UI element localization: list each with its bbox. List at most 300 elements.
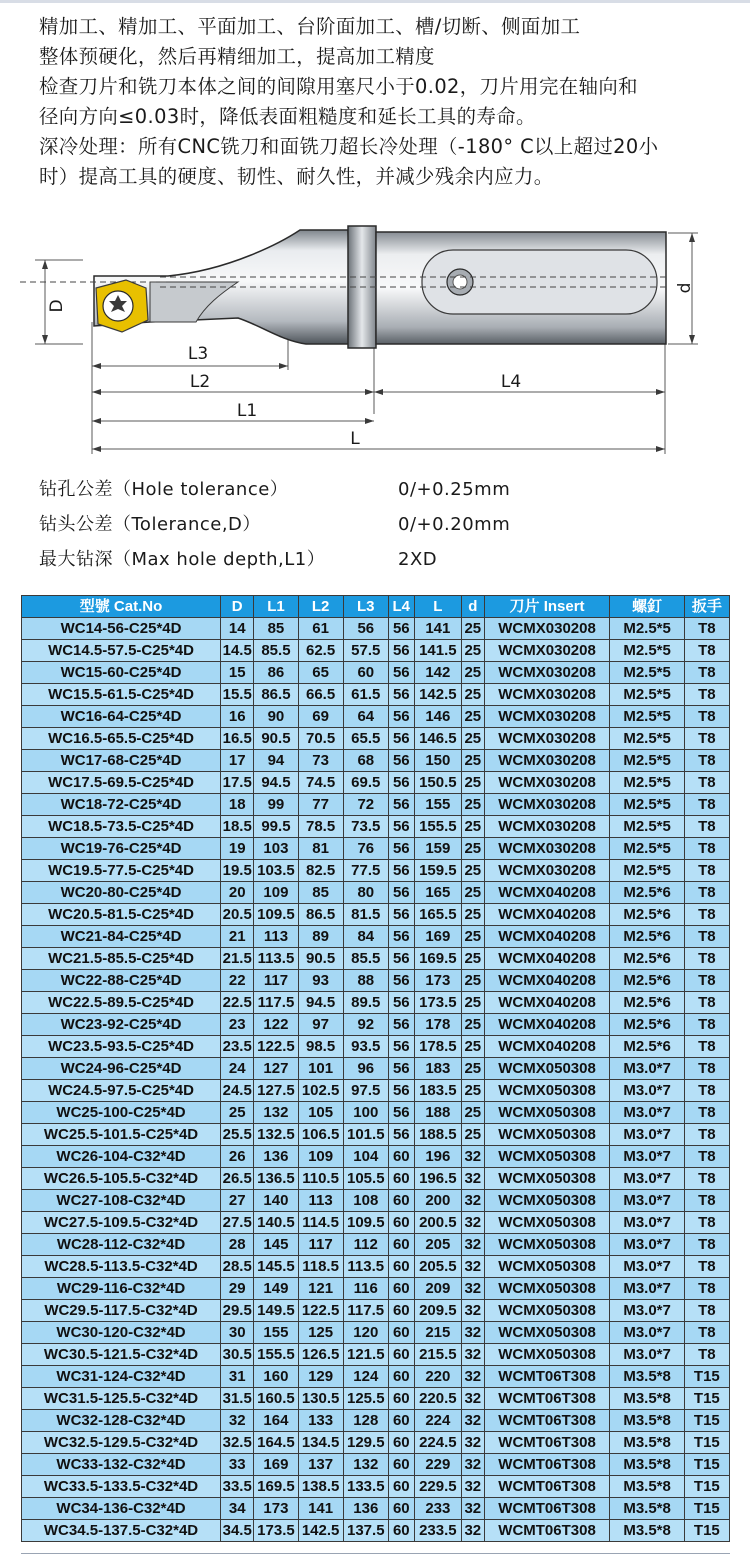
cell-L3: 57.5 <box>343 640 388 662</box>
cell-wrench: T8 <box>684 1256 729 1278</box>
cell-L4: 60 <box>388 1520 414 1542</box>
cell-L4: 60 <box>388 1388 414 1410</box>
cell-L3: 104 <box>343 1146 388 1168</box>
table-row <box>22 1476 730 1498</box>
cell-cat-no: WC20-80-C25*4D <box>22 882 221 904</box>
cell-L: 142 <box>414 662 461 684</box>
cell-L4: 56 <box>388 750 414 772</box>
cell-insert: WCMX050308 <box>484 1322 610 1344</box>
cell-cat-no: WC33-132-C32*4D <box>22 1454 221 1476</box>
cell-wrench: T8 <box>684 1146 729 1168</box>
cell-D: 27 <box>221 1190 254 1212</box>
table-row <box>22 1124 730 1146</box>
cell-L1: 160.5 <box>254 1388 298 1410</box>
cell-insert: WCMX050308 <box>484 1278 610 1300</box>
cell-insert: WCMX050308 <box>484 1146 610 1168</box>
cell-cat-no: WC26-104-C32*4D <box>22 1146 221 1168</box>
cell-L3: 108 <box>343 1190 388 1212</box>
cell-D: 19 <box>221 838 254 860</box>
cell-L: 209.5 <box>414 1300 461 1322</box>
cell-wrench: T8 <box>684 860 729 882</box>
cell-L2: 134.5 <box>298 1432 343 1454</box>
cell-wrench: T15 <box>684 1366 729 1388</box>
header-L3: L3 <box>343 596 388 618</box>
cell-screw: M3.0*7 <box>610 1102 684 1124</box>
cell-L2: 141 <box>298 1498 343 1520</box>
cell-insert: WCMX030208 <box>484 728 610 750</box>
cell-L3: 72 <box>343 794 388 816</box>
cell-insert: WCMX040208 <box>484 1014 610 1036</box>
header-d: d <box>462 596 485 618</box>
cell-screw: M2.5*6 <box>610 1036 684 1058</box>
cell-L4: 56 <box>388 882 414 904</box>
cell-L2: 93 <box>298 970 343 992</box>
cell-screw: M2.5*5 <box>610 706 684 728</box>
table-row <box>22 838 730 860</box>
cell-insert: WCMX050308 <box>484 1102 610 1124</box>
spec-value: 2XD <box>398 549 438 570</box>
table-row <box>22 1454 730 1476</box>
cell-D: 16.5 <box>221 728 254 750</box>
table-row <box>22 706 730 728</box>
cell-D: 29 <box>221 1278 254 1300</box>
cell-L4: 56 <box>388 1014 414 1036</box>
cell-L: 188.5 <box>414 1124 461 1146</box>
cell-L2: 86.5 <box>298 904 343 926</box>
cell-L4: 60 <box>388 1432 414 1454</box>
intro-paragraph <box>39 12 739 192</box>
cell-L1: 86.5 <box>254 684 298 706</box>
cell-L2: 62.5 <box>298 640 343 662</box>
table-row <box>22 882 730 904</box>
cell-L2: 110.5 <box>298 1168 343 1190</box>
cell-L4: 56 <box>388 1102 414 1124</box>
header-wrench: 扳手 <box>684 596 729 618</box>
cell-d: 32 <box>462 1366 485 1388</box>
cell-d: 32 <box>462 1190 485 1212</box>
cell-L3: 133.5 <box>343 1476 388 1498</box>
cell-cat-no: WC32.5-129.5-C32*4D <box>22 1432 221 1454</box>
cell-screw: M3.5*8 <box>610 1388 684 1410</box>
cell-D: 34.5 <box>221 1520 254 1542</box>
cell-cat-no: WC14.5-57.5-C25*4D <box>22 640 221 662</box>
cell-L2: 118.5 <box>298 1256 343 1278</box>
cell-L1: 155 <box>254 1322 298 1344</box>
cell-insert: WCMX040208 <box>484 992 610 1014</box>
cell-L2: 90.5 <box>298 948 343 970</box>
cell-L4: 56 <box>388 1058 414 1080</box>
intro-line: 精加工、精加工、平面加工、台阶面加工、槽/切断、侧面加工 <box>39 15 581 38</box>
cell-screw: M2.5*6 <box>610 970 684 992</box>
cell-L2: 74.5 <box>298 772 343 794</box>
cell-D: 15 <box>221 662 254 684</box>
cell-L1: 132.5 <box>254 1124 298 1146</box>
cell-d: 25 <box>462 662 485 684</box>
cell-screw: M3.0*7 <box>610 1124 684 1146</box>
cell-screw: M2.5*5 <box>610 618 684 640</box>
cell-d: 25 <box>462 1102 485 1124</box>
cell-wrench: T15 <box>684 1410 729 1432</box>
cell-screw: M3.0*7 <box>610 1190 684 1212</box>
cell-wrench: T15 <box>684 1454 729 1476</box>
cell-L1: 117 <box>254 970 298 992</box>
cell-L: 220 <box>414 1366 461 1388</box>
cell-L1: 164 <box>254 1410 298 1432</box>
cell-d: 25 <box>462 816 485 838</box>
cell-L1: 113.5 <box>254 948 298 970</box>
cell-L3: 132 <box>343 1454 388 1476</box>
cell-screw: M2.5*6 <box>610 1014 684 1036</box>
cell-L: 209 <box>414 1278 461 1300</box>
cell-screw: M3.5*8 <box>610 1410 684 1432</box>
cell-screw: M3.0*7 <box>610 1256 684 1278</box>
cell-d: 32 <box>462 1476 485 1498</box>
cell-insert: WCMX040208 <box>484 1036 610 1058</box>
intro-line: 时）提高工具的硬度、韧性、耐久性，并减少残余内应力。 <box>39 165 554 188</box>
cell-wrench: T8 <box>684 882 729 904</box>
cell-L4: 56 <box>388 772 414 794</box>
cell-d: 25 <box>462 1058 485 1080</box>
cell-D: 16 <box>221 706 254 728</box>
cell-L3: 93.5 <box>343 1036 388 1058</box>
cell-D: 24.5 <box>221 1080 254 1102</box>
label-L1: L1 <box>236 401 258 421</box>
cell-wrench: T8 <box>684 1124 729 1146</box>
cell-screw: M2.5*5 <box>610 728 684 750</box>
cell-D: 19.5 <box>221 860 254 882</box>
cell-L1: 140 <box>254 1190 298 1212</box>
cell-D: 23.5 <box>221 1036 254 1058</box>
cell-insert: WCMX040208 <box>484 970 610 992</box>
cell-L4: 60 <box>388 1322 414 1344</box>
cell-D: 26 <box>221 1146 254 1168</box>
cell-L: 215.5 <box>414 1344 461 1366</box>
cell-wrench: T8 <box>684 684 729 706</box>
cell-L4: 60 <box>388 1146 414 1168</box>
cell-screw: M3.0*7 <box>610 1058 684 1080</box>
cell-L: 150.5 <box>414 772 461 794</box>
cell-L1: 117.5 <box>254 992 298 1014</box>
cell-wrench: T8 <box>684 926 729 948</box>
cell-d: 25 <box>462 684 485 706</box>
cell-insert: WCMT06T308 <box>484 1410 610 1432</box>
cell-L3: 80 <box>343 882 388 904</box>
tool-dimension-drawing <box>0 222 750 467</box>
cell-L3: 100 <box>343 1102 388 1124</box>
cell-L1: 90 <box>254 706 298 728</box>
cell-L: 183.5 <box>414 1080 461 1102</box>
cell-L4: 56 <box>388 640 414 662</box>
cell-L2: 138.5 <box>298 1476 343 1498</box>
cell-L2: 129 <box>298 1366 343 1388</box>
cell-L2: 98.5 <box>298 1036 343 1058</box>
cell-cat-no: WC25-100-C25*4D <box>22 1102 221 1124</box>
table-row <box>22 640 730 662</box>
cell-d: 25 <box>462 1080 485 1102</box>
cell-L: 169 <box>414 926 461 948</box>
cell-insert: WCMX030208 <box>484 816 610 838</box>
top-divider <box>0 0 750 3</box>
cell-wrench: T8 <box>684 1190 729 1212</box>
table-row <box>22 1036 730 1058</box>
cell-L1: 127.5 <box>254 1080 298 1102</box>
cell-L2: 105 <box>298 1102 343 1124</box>
cell-cat-no: WC17-68-C25*4D <box>22 750 221 772</box>
cell-L3: 124 <box>343 1366 388 1388</box>
cell-L: 146.5 <box>414 728 461 750</box>
table-row <box>22 728 730 750</box>
cell-wrench: T8 <box>684 706 729 728</box>
cell-L: 141 <box>414 618 461 640</box>
header-L4: L4 <box>388 596 414 618</box>
cell-L3: 97.5 <box>343 1080 388 1102</box>
cell-wrench: T15 <box>684 1476 729 1498</box>
table-row <box>22 750 730 772</box>
table-row <box>22 772 730 794</box>
cell-L: 200.5 <box>414 1212 461 1234</box>
cell-wrench: T8 <box>684 1080 729 1102</box>
cell-L1: 103.5 <box>254 860 298 882</box>
cell-L4: 60 <box>388 1190 414 1212</box>
cell-L3: 120 <box>343 1322 388 1344</box>
cell-D: 31.5 <box>221 1388 254 1410</box>
cell-L4: 56 <box>388 838 414 860</box>
cell-L1: 136 <box>254 1146 298 1168</box>
table-row <box>22 904 730 926</box>
cell-cat-no: WC19-76-C25*4D <box>22 838 221 860</box>
cell-L1: 149.5 <box>254 1300 298 1322</box>
cell-insert: WCMX050308 <box>484 1256 610 1278</box>
cell-L: 183 <box>414 1058 461 1080</box>
cell-L: 142.5 <box>414 684 461 706</box>
cell-insert: WCMX030208 <box>484 838 610 860</box>
table-row <box>22 1278 730 1300</box>
cell-L4: 56 <box>388 970 414 992</box>
cell-L: 233 <box>414 1498 461 1520</box>
spec-table <box>21 595 730 1542</box>
table-row <box>22 1080 730 1102</box>
cell-D: 33.5 <box>221 1476 254 1498</box>
cell-cat-no: WC31-124-C32*4D <box>22 1366 221 1388</box>
cell-L4: 56 <box>388 860 414 882</box>
cell-insert: WCMX030208 <box>484 860 610 882</box>
cell-d: 25 <box>462 706 485 728</box>
cell-D: 21.5 <box>221 948 254 970</box>
cell-cat-no: WC15.5-61.5-C25*4D <box>22 684 221 706</box>
cell-L: 165.5 <box>414 904 461 926</box>
cell-D: 28 <box>221 1234 254 1256</box>
cell-D: 33 <box>221 1454 254 1476</box>
cell-screw: M2.5*6 <box>610 904 684 926</box>
cell-d: 32 <box>462 1300 485 1322</box>
cell-wrench: T8 <box>684 948 729 970</box>
cell-L3: 76 <box>343 838 388 860</box>
cell-wrench: T8 <box>684 1234 729 1256</box>
cell-screw: M3.0*7 <box>610 1322 684 1344</box>
cell-L1: 169.5 <box>254 1476 298 1498</box>
cell-L1: 109.5 <box>254 904 298 926</box>
cell-d: 32 <box>462 1454 485 1476</box>
cell-L3: 77.5 <box>343 860 388 882</box>
cell-L4: 56 <box>388 904 414 926</box>
cell-insert: WCMX040208 <box>484 904 610 926</box>
cell-wrench: T15 <box>684 1388 729 1410</box>
cell-screw: M2.5*5 <box>610 684 684 706</box>
cell-D: 30 <box>221 1322 254 1344</box>
cell-cat-no: WC28-112-C32*4D <box>22 1234 221 1256</box>
cell-d: 32 <box>462 1212 485 1234</box>
cell-L: 178 <box>414 1014 461 1036</box>
cell-L2: 142.5 <box>298 1520 343 1542</box>
header-screw: 螺釘 <box>610 596 684 618</box>
cell-L1: 90.5 <box>254 728 298 750</box>
cell-insert: WCMT06T308 <box>484 1388 610 1410</box>
cell-D: 22 <box>221 970 254 992</box>
cell-d: 32 <box>462 1234 485 1256</box>
cell-L4: 56 <box>388 1080 414 1102</box>
cell-L3: 61.5 <box>343 684 388 706</box>
cell-screw: M2.5*5 <box>610 794 684 816</box>
cell-L1: 113 <box>254 926 298 948</box>
table-row <box>22 1190 730 1212</box>
cell-screw: M3.0*7 <box>610 1146 684 1168</box>
cell-cat-no: WC25.5-101.5-C25*4D <box>22 1124 221 1146</box>
cell-L1: 136.5 <box>254 1168 298 1190</box>
cell-D: 29.5 <box>221 1300 254 1322</box>
cell-cat-no: WC32-128-C32*4D <box>22 1410 221 1432</box>
table-row <box>22 1388 730 1410</box>
cell-L4: 56 <box>388 794 414 816</box>
cell-d: 32 <box>462 1410 485 1432</box>
spec-label: 钻孔公差（Hole tolerance） <box>39 479 289 500</box>
cell-screw: M3.0*7 <box>610 1234 684 1256</box>
cell-L2: 82.5 <box>298 860 343 882</box>
cell-screw: M2.5*5 <box>610 640 684 662</box>
cell-screw: M3.0*7 <box>610 1212 684 1234</box>
cell-screw: M3.0*7 <box>610 1344 684 1366</box>
cell-d: 25 <box>462 640 485 662</box>
cell-L1: 85.5 <box>254 640 298 662</box>
label-L2: L2 <box>189 372 211 392</box>
cell-L3: 128 <box>343 1410 388 1432</box>
cell-d: 25 <box>462 948 485 970</box>
cell-L2: 114.5 <box>298 1212 343 1234</box>
cell-L4: 60 <box>388 1410 414 1432</box>
cell-L4: 60 <box>388 1256 414 1278</box>
cell-L: 215 <box>414 1322 461 1344</box>
cell-wrench: T8 <box>684 640 729 662</box>
cell-L: 155.5 <box>414 816 461 838</box>
cell-L2: 106.5 <box>298 1124 343 1146</box>
cell-d: 32 <box>462 1344 485 1366</box>
cell-L3: 129.5 <box>343 1432 388 1454</box>
cell-L2: 77 <box>298 794 343 816</box>
cell-D: 25 <box>221 1102 254 1124</box>
cell-cat-no: WC34.5-137.5-C32*4D <box>22 1520 221 1542</box>
cell-cat-no: WC29.5-117.5-C32*4D <box>22 1300 221 1322</box>
cell-L3: 89.5 <box>343 992 388 1014</box>
cell-L3: 136 <box>343 1498 388 1520</box>
cell-L1: 99.5 <box>254 816 298 838</box>
cell-wrench: T8 <box>684 1212 729 1234</box>
cell-screw: M2.5*6 <box>610 926 684 948</box>
cell-insert: WCMX050308 <box>484 1234 610 1256</box>
label-L: L <box>350 429 360 449</box>
cell-L3: 60 <box>343 662 388 684</box>
cell-L2: 121 <box>298 1278 343 1300</box>
cell-L3: 56 <box>343 618 388 640</box>
cell-L2: 126.5 <box>298 1344 343 1366</box>
cell-L1: 94.5 <box>254 772 298 794</box>
cell-L3: 117.5 <box>343 1300 388 1322</box>
cell-wrench: T8 <box>684 618 729 640</box>
cell-L4: 56 <box>388 684 414 706</box>
cell-L: 173.5 <box>414 992 461 1014</box>
cell-wrench: T8 <box>684 1102 729 1124</box>
cell-screw: M2.5*5 <box>610 662 684 684</box>
cell-L2: 137 <box>298 1454 343 1476</box>
cell-L4: 56 <box>388 926 414 948</box>
table-body <box>22 618 730 1542</box>
cell-cat-no: WC20.5-81.5-C25*4D <box>22 904 221 926</box>
cell-d: 32 <box>462 1520 485 1542</box>
cell-wrench: T8 <box>684 728 729 750</box>
cell-L2: 94.5 <box>298 992 343 1014</box>
tolerance-specs <box>39 472 679 577</box>
cell-wrench: T8 <box>684 1278 729 1300</box>
cell-cat-no: WC18-72-C25*4D <box>22 794 221 816</box>
cell-insert: WCMT06T308 <box>484 1366 610 1388</box>
cell-insert: WCMX030208 <box>484 684 610 706</box>
cell-insert: WCMX050308 <box>484 1300 610 1322</box>
cell-L4: 56 <box>388 1036 414 1058</box>
cell-cat-no: WC19.5-77.5-C25*4D <box>22 860 221 882</box>
cell-cat-no: WC22.5-89.5-C25*4D <box>22 992 221 1014</box>
cell-L4: 60 <box>388 1300 414 1322</box>
cell-L1: 173 <box>254 1498 298 1520</box>
cell-L: 229.5 <box>414 1476 461 1498</box>
cell-D: 30.5 <box>221 1344 254 1366</box>
cell-cat-no: WC17.5-69.5-C25*4D <box>22 772 221 794</box>
cell-screw: M3.5*8 <box>610 1498 684 1520</box>
table-row <box>22 1058 730 1080</box>
table-row <box>22 970 730 992</box>
table-row <box>22 1234 730 1256</box>
cell-wrench: T8 <box>684 992 729 1014</box>
cell-wrench: T8 <box>684 1036 729 1058</box>
cell-L2: 109 <box>298 1146 343 1168</box>
cell-wrench: T8 <box>684 816 729 838</box>
cell-screw: M2.5*6 <box>610 948 684 970</box>
spec-value: 0/+0.20mm <box>398 514 511 535</box>
cell-insert: WCMT06T308 <box>484 1432 610 1454</box>
table-row <box>22 948 730 970</box>
cell-screw: M2.5*6 <box>610 882 684 904</box>
cell-d: 25 <box>462 772 485 794</box>
cell-L4: 60 <box>388 1366 414 1388</box>
spec-label: 钻头公差（Tolerance,D） <box>39 514 261 535</box>
cell-screw: M3.0*7 <box>610 1080 684 1102</box>
cell-L: 205.5 <box>414 1256 461 1278</box>
cell-d: 25 <box>462 904 485 926</box>
cell-d: 32 <box>462 1498 485 1520</box>
table-row <box>22 1410 730 1432</box>
cell-L1: 164.5 <box>254 1432 298 1454</box>
cell-insert: WCMX050308 <box>484 1058 610 1080</box>
table-row <box>22 1344 730 1366</box>
cell-cat-no: WC16-64-C25*4D <box>22 706 221 728</box>
label-L3: L3 <box>187 344 209 364</box>
